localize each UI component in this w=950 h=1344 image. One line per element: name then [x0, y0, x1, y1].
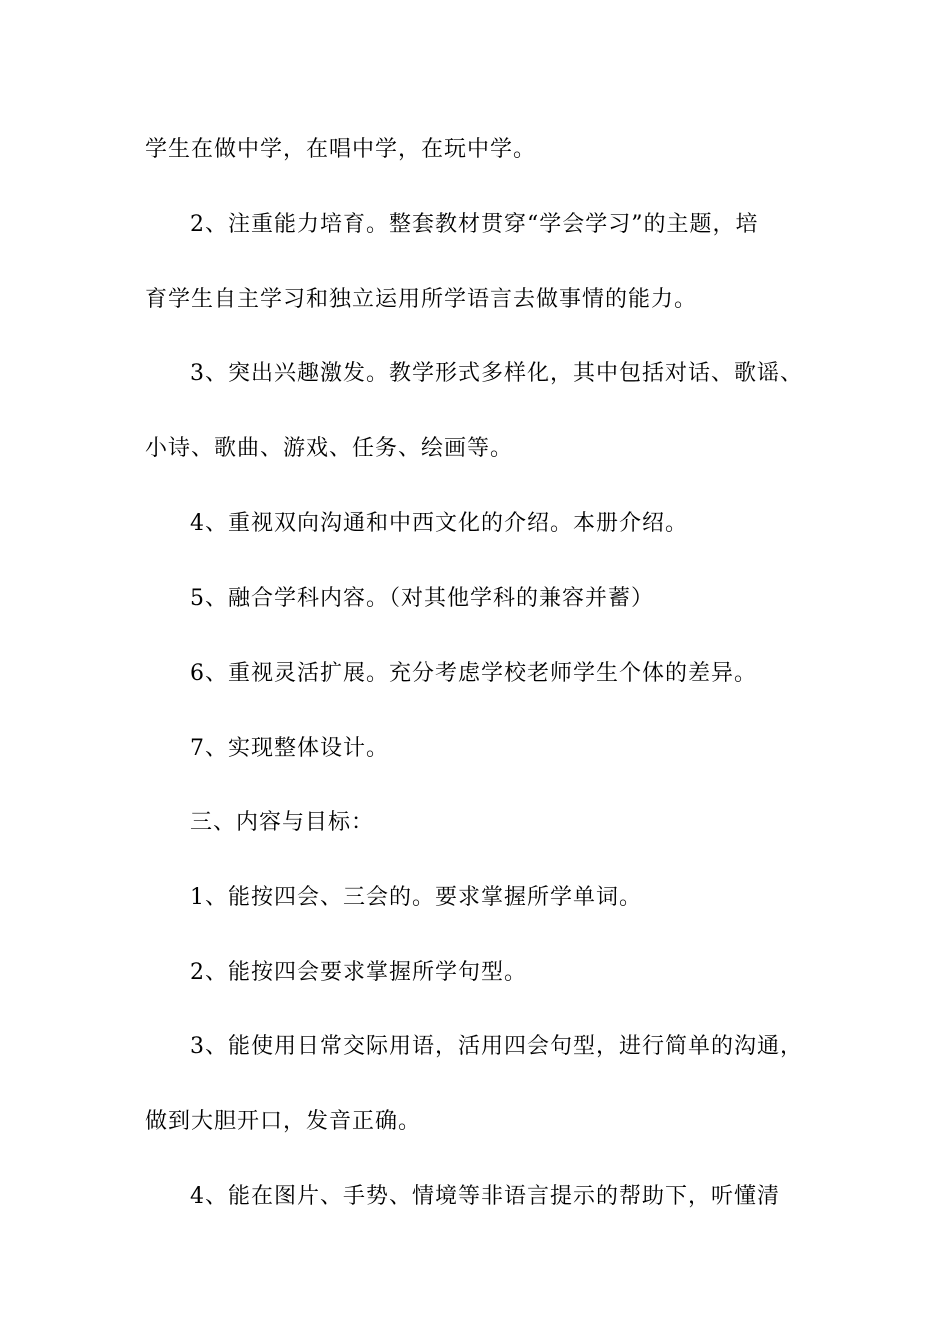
text-line: 3、能使用日常交际用语，活用四会句型，进行简单的沟通，: [190, 1034, 803, 1059]
text-line: 4、重视双向沟通和中西文化的介绍。本册介绍。: [190, 511, 688, 536]
text-line: 3、突出兴趣激发。教学形式多样化，其中包括对话、歌谣、: [190, 361, 803, 386]
text-line: 5、融合学科内容。（对其他学科的兼容并蓄）: [190, 586, 654, 611]
section-heading: 三、内容与目标：: [190, 810, 375, 835]
text-line: 1、能按四会、三会的。要求掌握所学单词。: [190, 885, 642, 910]
text-line: 2、注重能力培育。整套教材贯穿“学会学习”的主题，培: [190, 212, 759, 237]
text-line: 7、实现整体设计。: [190, 736, 389, 761]
text-line: 做到大胆开口，发音正确。: [145, 1109, 422, 1134]
text-line: 2、能按四会要求掌握所学句型。: [190, 960, 527, 985]
text-line: 学生在做中学，在唱中学，在玩中学。: [145, 137, 537, 162]
text-line: 小诗、歌曲、游戏、任务、绘画等。: [145, 436, 514, 461]
text-line: 育学生自主学习和独立运用所学语言去做事情的能力。: [145, 287, 698, 312]
text-line: 4、能在图片、手势、情境等非语言提示的帮助下，听懂清: [190, 1184, 780, 1209]
text-line: 6、重视灵活扩展。充分考虑学校老师学生个体的差异。: [190, 661, 757, 686]
